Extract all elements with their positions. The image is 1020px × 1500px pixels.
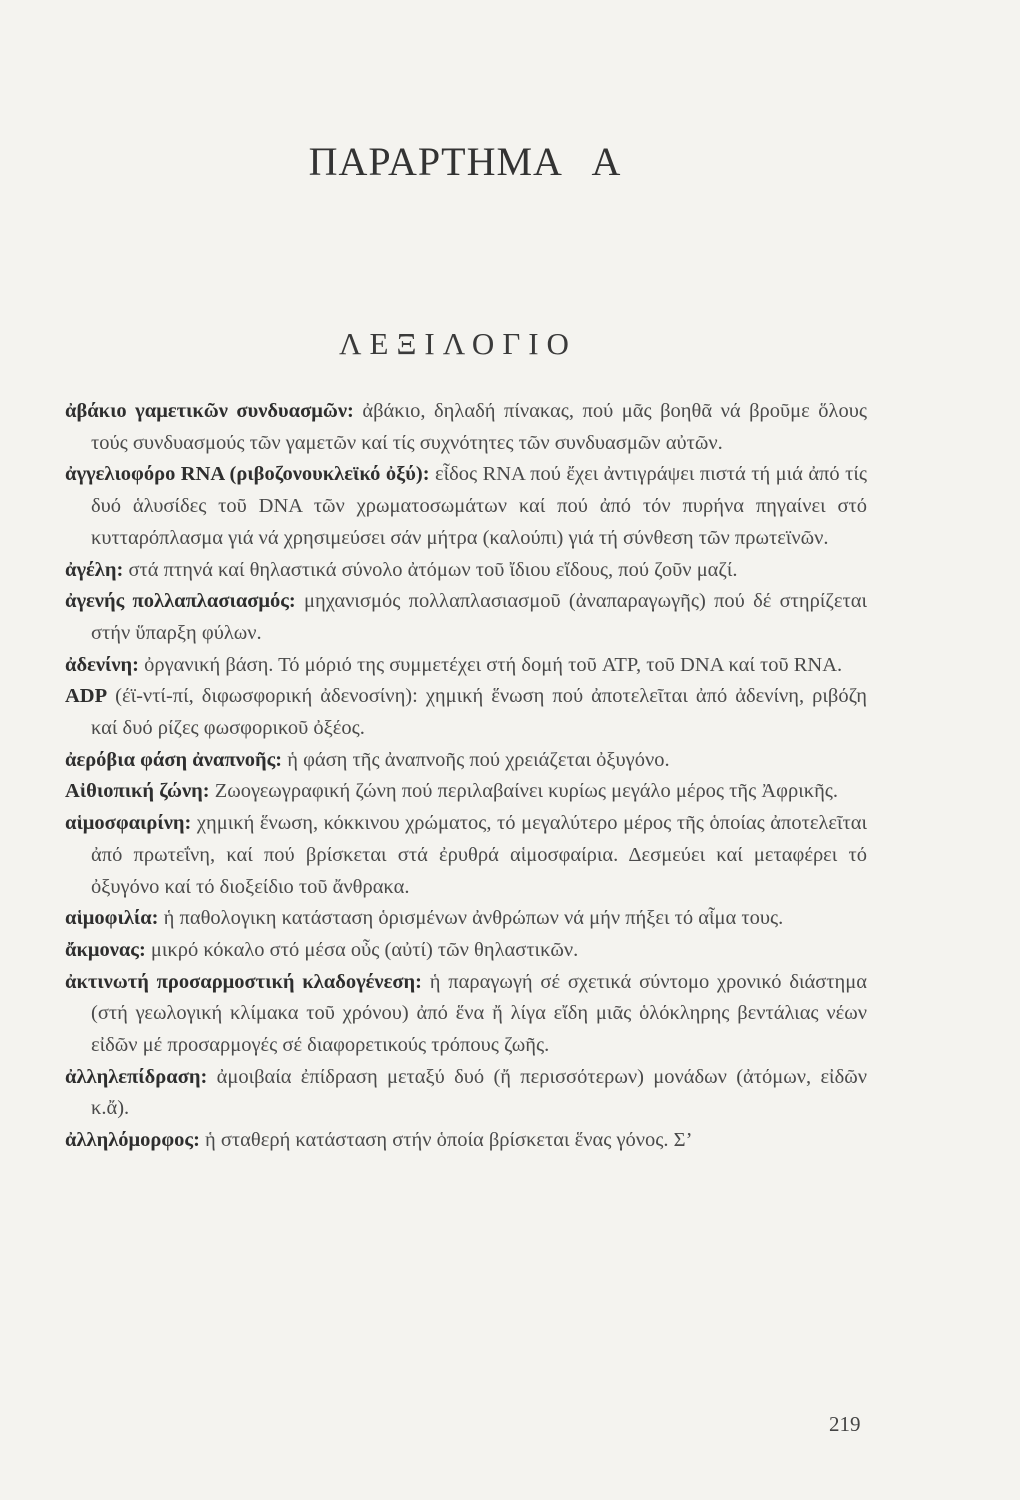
entry-term: ἀβάκιο γαμετικῶν συνδυασμῶν: <box>65 400 354 422</box>
entry-definition: ἡ παραγωγή σέ σχετικά σύντομο χρονικό διάστημα (στή γεωλογική κλίμακα τοῦ χρόνου) ἀπό ἕνα ἤ λίγα εἴδη μιᾶς ὁλόκληρης βεντάλιας νέων εἰδῶν μέ προσαρμογές σέ διαφορετικούς τρόπους ζωῆς. <box>91 970 867 1057</box>
entry-term: ἀγέλη: <box>65 558 124 581</box>
entry-definition: ἡ φάση τῆς ἀναπνοῆς πού χρειάζεται ὀξυγόνο. <box>282 748 670 771</box>
page-number: 219 <box>829 1412 861 1436</box>
entry-term: αἱμοσφαιρίνη: <box>65 812 192 835</box>
entry-definition: ὀργανική βάση. Τό μόριό της συμμετέχει στή δομή τοῦ ATP, τοῦ DNA καί τοῦ RNA. <box>138 653 843 676</box>
entry-term: ἀλληλεπίδραση: <box>65 1065 208 1088</box>
entry-definition: στά πτηνά καί θηλαστικά σύνολο ἀτόμων τοῦ ἴδιου εἴδους, πού ζοῦν μαζί. <box>123 558 738 581</box>
entry-term: ἀλληλόμορφος: <box>65 1129 200 1152</box>
glossary-entries <box>65 396 867 1157</box>
entry-term: ἄκμονας: <box>65 938 146 961</box>
entry-definition: εἶδος RNA πού ἔχει ἀντιγράψει πιστά τή μιά ἀπό τίς δυό ἁλυσίδες τοῦ DNA τῶν χρωματοσωμάτων καί πού ἀπό τόν πυρήνα πηγαίνει στό κυτταρόπλασμα γιά νά χρησιμεύσει σάν μήτρα (καλούπι) γιά τή σύνθεση τῶν πρωτεϊνῶν. <box>91 463 867 549</box>
entry-definition: χημική ἕνωση, κόκκινου χρώματος, τό μεγαλύτερο μέρος τῆς ὁποίας ἀποτελεῖται ἀπό πρωτεΐνη, καί πού βρίσκεται στά ἐρυθρά αἱμοσφαίρια. Δεσμεύει καί μεταφέρει τό ὀξυγόνο καί τό διοξείδιο τοῦ ἄνθρακα. <box>91 812 867 898</box>
glossary-entry <box>65 967 867 1062</box>
entry-term: ἀκτινωτή προσαρμοστική κλαδογένεση: <box>65 970 422 993</box>
entry-term: Αἰθιοπική ζώνη: <box>65 780 210 803</box>
glossary-entry <box>65 681 867 744</box>
glossary-entry <box>65 459 867 554</box>
glossary-entry <box>65 1062 867 1125</box>
entry-term: ἀγγελιοφόρο RNA (ριβοζονουκλεϊκό ὀξύ): <box>65 463 430 486</box>
glossary-entry <box>65 1125 867 1157</box>
appendix-title: ΠΑΡΑΡΤΗΜΑ Α <box>308 139 622 184</box>
entry-definition: (έϊ-ντί-πί, διφωσφορική ἀδενοσίνη): χημική ἕνωση πού ἀποτελεῖται ἀπό ἀδενίνη, ριβόζη καί δυό ρίζες φωσφορικοῦ ὀξέος. <box>91 685 867 740</box>
glossary-entry <box>65 650 867 682</box>
glossary-entry <box>65 935 867 967</box>
glossary-entry <box>65 808 867 903</box>
glossary-entry <box>65 555 867 587</box>
entry-definition: ἀβάκιο, δηλαδή πίνακας, πού μᾶς βοηθᾶ νά βροῦμε ὅλους τούς συνδυασμούς τῶν γαμετῶν καί τίς συχνότητες τῶν συνδυασμῶν αὐτῶν. <box>91 400 867 454</box>
entry-definition: ἡ σταθερή κατάσταση στήν ὁποία βρίσκεται ἕνας γόνος. Σ’ <box>199 1129 693 1152</box>
glossary-entry <box>65 903 867 935</box>
entry-definition: ἡ παθολογικη κατάσταση ὁρισμένων ἀνθρώπων νά μήν πήξει τό αἷμα τους. <box>158 907 784 930</box>
entry-definition: μικρό κόκαλο στό μέσα οὖς (αὐτί) τῶν θηλαστικῶν. <box>145 938 579 961</box>
glossary-entry <box>65 396 867 459</box>
entry-term: ἀδενίνη: <box>65 653 139 676</box>
glossary-entry <box>65 745 867 777</box>
entry-definition: μηχανισμός πολλαπλασιασμοῦ (ἀναπαραγωγῆς) πού δέ στηρίζεται στήν ὕπαρξη φύλων. <box>91 590 867 644</box>
entry-term: ADP <box>65 685 108 708</box>
entry-definition: ἀμοιβαία ἐπίδραση μεταξύ δυό (ἤ περισσότερων) μονάδων (ἀτόμων, εἰδῶν κ.ἄ). <box>91 1065 867 1120</box>
glossary-title: ΛΕΞΙΛΟΓΙΟ <box>339 326 577 361</box>
entry-definition: Ζωογεωγραφική ζώνη πού περιλαβαίνει κυρίως μεγάλο μέρος τῆς Ἀφρικῆς. <box>209 780 839 803</box>
entry-term: ἀερόβια φάση ἀναπνοῆς: <box>65 748 283 771</box>
glossary-entry <box>65 586 867 649</box>
entry-term: αἱμοφιλία: <box>65 907 159 930</box>
entry-term: ἀγενής πολλαπλασιασμός: <box>65 590 296 613</box>
glossary-entry <box>65 776 867 808</box>
